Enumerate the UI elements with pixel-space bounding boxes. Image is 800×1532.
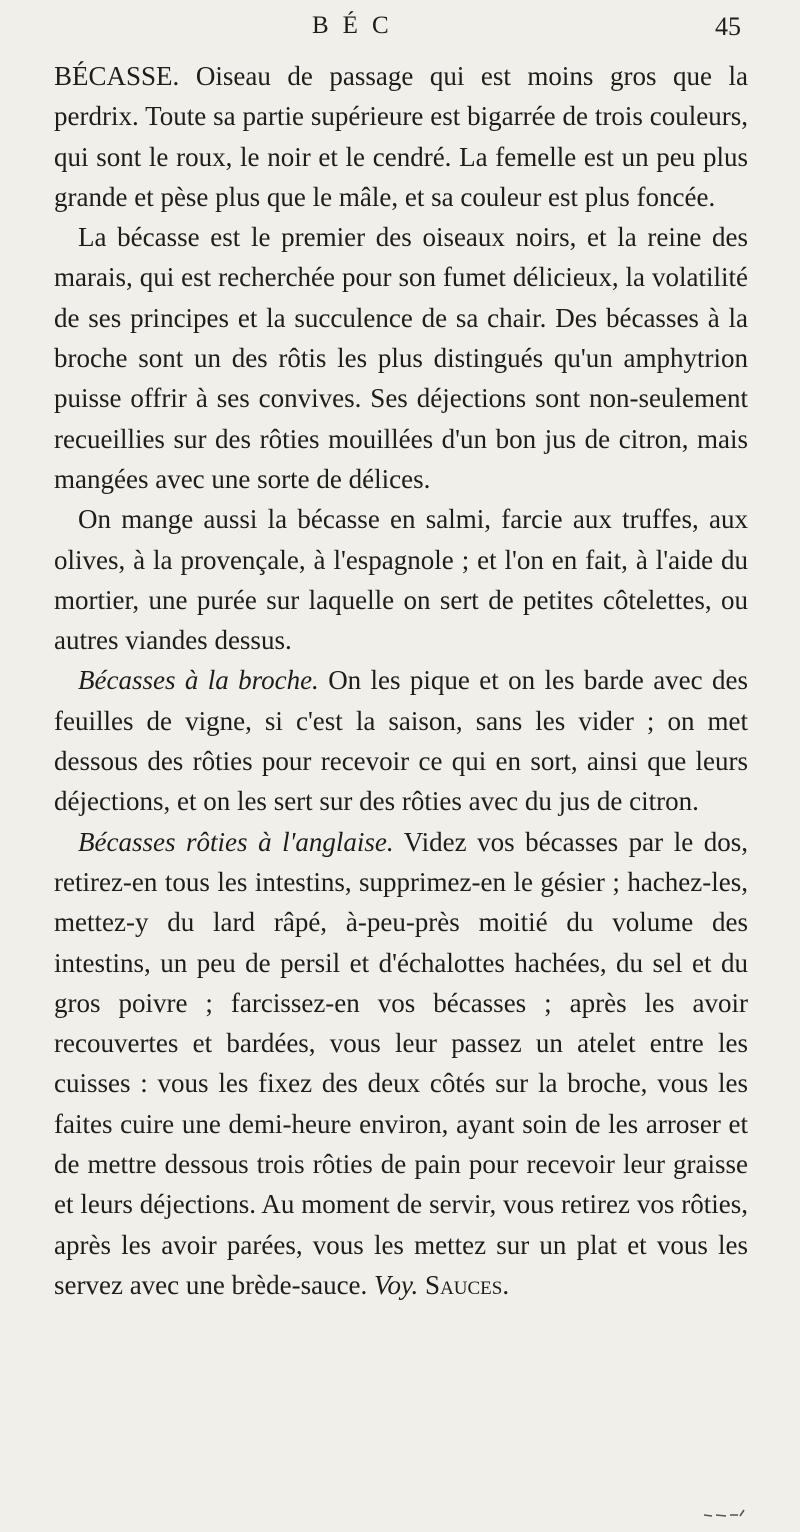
ink-mark — [702, 1504, 746, 1523]
paragraph-4-text: On les pique et on les barde avec des feuilles de vigne, si c'est la saison, sans les vider ; on met dessous des rôties pour recevoir ce qui en sort, ainsi que leurs déjections, et on les sert sur des rôties avec du jus de citron. — [54, 665, 749, 817]
cross-reference-label: Voy. — [374, 1269, 419, 1300]
paragraph-3: On mange aussi la bécasse en salmi, farcie aux truffes, aux olives, à la provençale, à l'espagnole ; et l'on en fait, à l'aide du mortier, une purée sur laquelle on sert de petites côtelettes, ou autres viandes dessus. — [54, 504, 748, 656]
dictionary-entry — [54, 56, 748, 1305]
paragraph-4 — [54, 660, 748, 821]
cross-reference-target: Sauces. — [425, 1269, 510, 1300]
running-header — [0, 6, 800, 46]
paragraph-5 — [54, 822, 748, 1306]
headword: BÉCASSE. — [54, 61, 180, 91]
page-number: 45 — [715, 12, 741, 41]
subentry-title-anglaise: Bécasses rôties à l'anglaise. — [78, 826, 394, 857]
paragraph-5-text: Videz vos bécasses par le dos, retirez-en tous les intestins, supprimez-en le gésier ; hachez-les, mettez-y du lard râpé, à-peu-près moitié du volume des intestins, un peu de persil et d'échalottes hachées, du sel et du gros poivre ; farcissez-en vos bécasses ; après les avoir recouvertes et bardées, vous leur passez un atelet entre les cuisses : vous les fixez des deux côtés sur la broche, vous les faites cuire une demi-heure environ, ayant soin de les arroser et de mettre dessous trois rôties de pain pour recevoir leur graisse et leurs déjections. Au moment de servir, vous retirez vos rôties, après les avoir parées, vous les mettez sur un plat et vous les servez avec une brède-sauce. — [54, 826, 748, 1300]
paragraph-1-text: Oiseau de passage qui est moins gros que la perdrix. Toute sa partie supérieure est bigarrée de trois couleurs, qui sont le roux, le noir et le cendré. La femelle est un peu plus grande et pèse plus que le mâle, et sa couleur est plus foncée. — [54, 61, 749, 212]
paragraph-1 — [54, 56, 748, 217]
running-title: BÉC — [312, 12, 403, 39]
paragraph-2: La bécasse est le premier des oiseaux noirs, et la reine des marais, qui est recherchée pour son fumet délicieux, la volatilité de ses principes et la succulence de sa chair. Des bécasses à la broche sont un des rôtis les plus distingués qu'un amphytrion puisse offrir à ses convives. Ses déjections sont non-seulement recueillies sur des rôties mouillées d'un bon jus de citron, mais mangées avec une sorte de délices. — [54, 222, 748, 494]
ink-mark-icon — [702, 1509, 746, 1519]
subentry-title-broche: Bécasses à la broche. — [78, 665, 319, 696]
